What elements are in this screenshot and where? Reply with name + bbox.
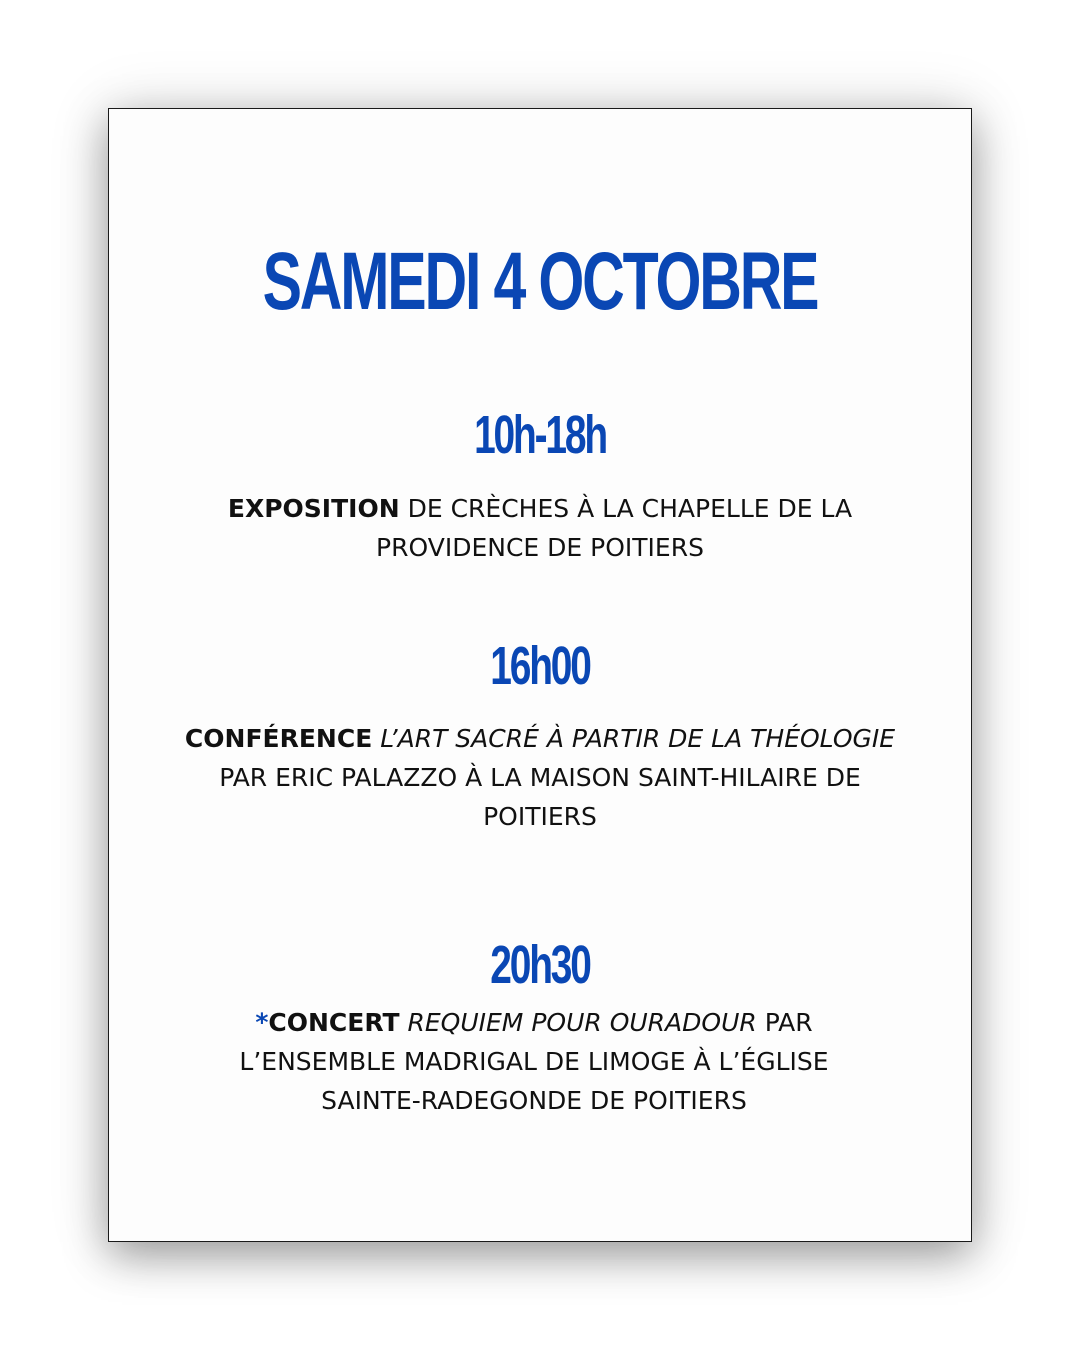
event-line: PAR ERIC PALAZZO À LA MAISON SAINT-HILAIRE DE	[219, 763, 861, 792]
event-line	[149, 489, 931, 528]
event-description-conference	[129, 719, 951, 836]
asterisk-marker: *	[255, 1008, 269, 1037]
event-line: SAINTE-RADEGONDE DE POITIERS	[321, 1086, 747, 1115]
event-work-title: L’ART SACRÉ À PARTIR DE LA THÉOLOGIE	[380, 724, 896, 753]
event-work-title: REQUIEM POUR OURADOUR	[407, 1008, 757, 1037]
event-lead: EXPOSITION	[227, 494, 400, 523]
event-time-exposition: 10h-18h	[474, 405, 606, 465]
event-text: PAR	[756, 1008, 813, 1037]
event-time-conference: 16h00	[490, 636, 590, 696]
event-description-concert	[149, 1003, 919, 1120]
event-lead: CONFÉRENCE	[184, 724, 373, 753]
event-lead: CONCERT	[268, 1008, 400, 1037]
page-title: SAMEDI 4 OCTOBRE	[262, 236, 818, 327]
event-line: L’ENSEMBLE MADRIGAL DE LIMOGE À L’ÉGLISE	[239, 1047, 829, 1076]
event-description-exposition	[149, 489, 931, 567]
event-line: POITIERS	[483, 802, 597, 831]
program-card	[108, 108, 972, 1242]
event-line	[149, 1003, 919, 1042]
event-text: DE CRÈCHES À LA CHAPELLE DE LA	[399, 494, 853, 523]
event-line: PROVIDENCE DE POITIERS	[376, 533, 704, 562]
event-line	[129, 719, 951, 758]
event-time-concert: 20h30	[490, 935, 590, 995]
